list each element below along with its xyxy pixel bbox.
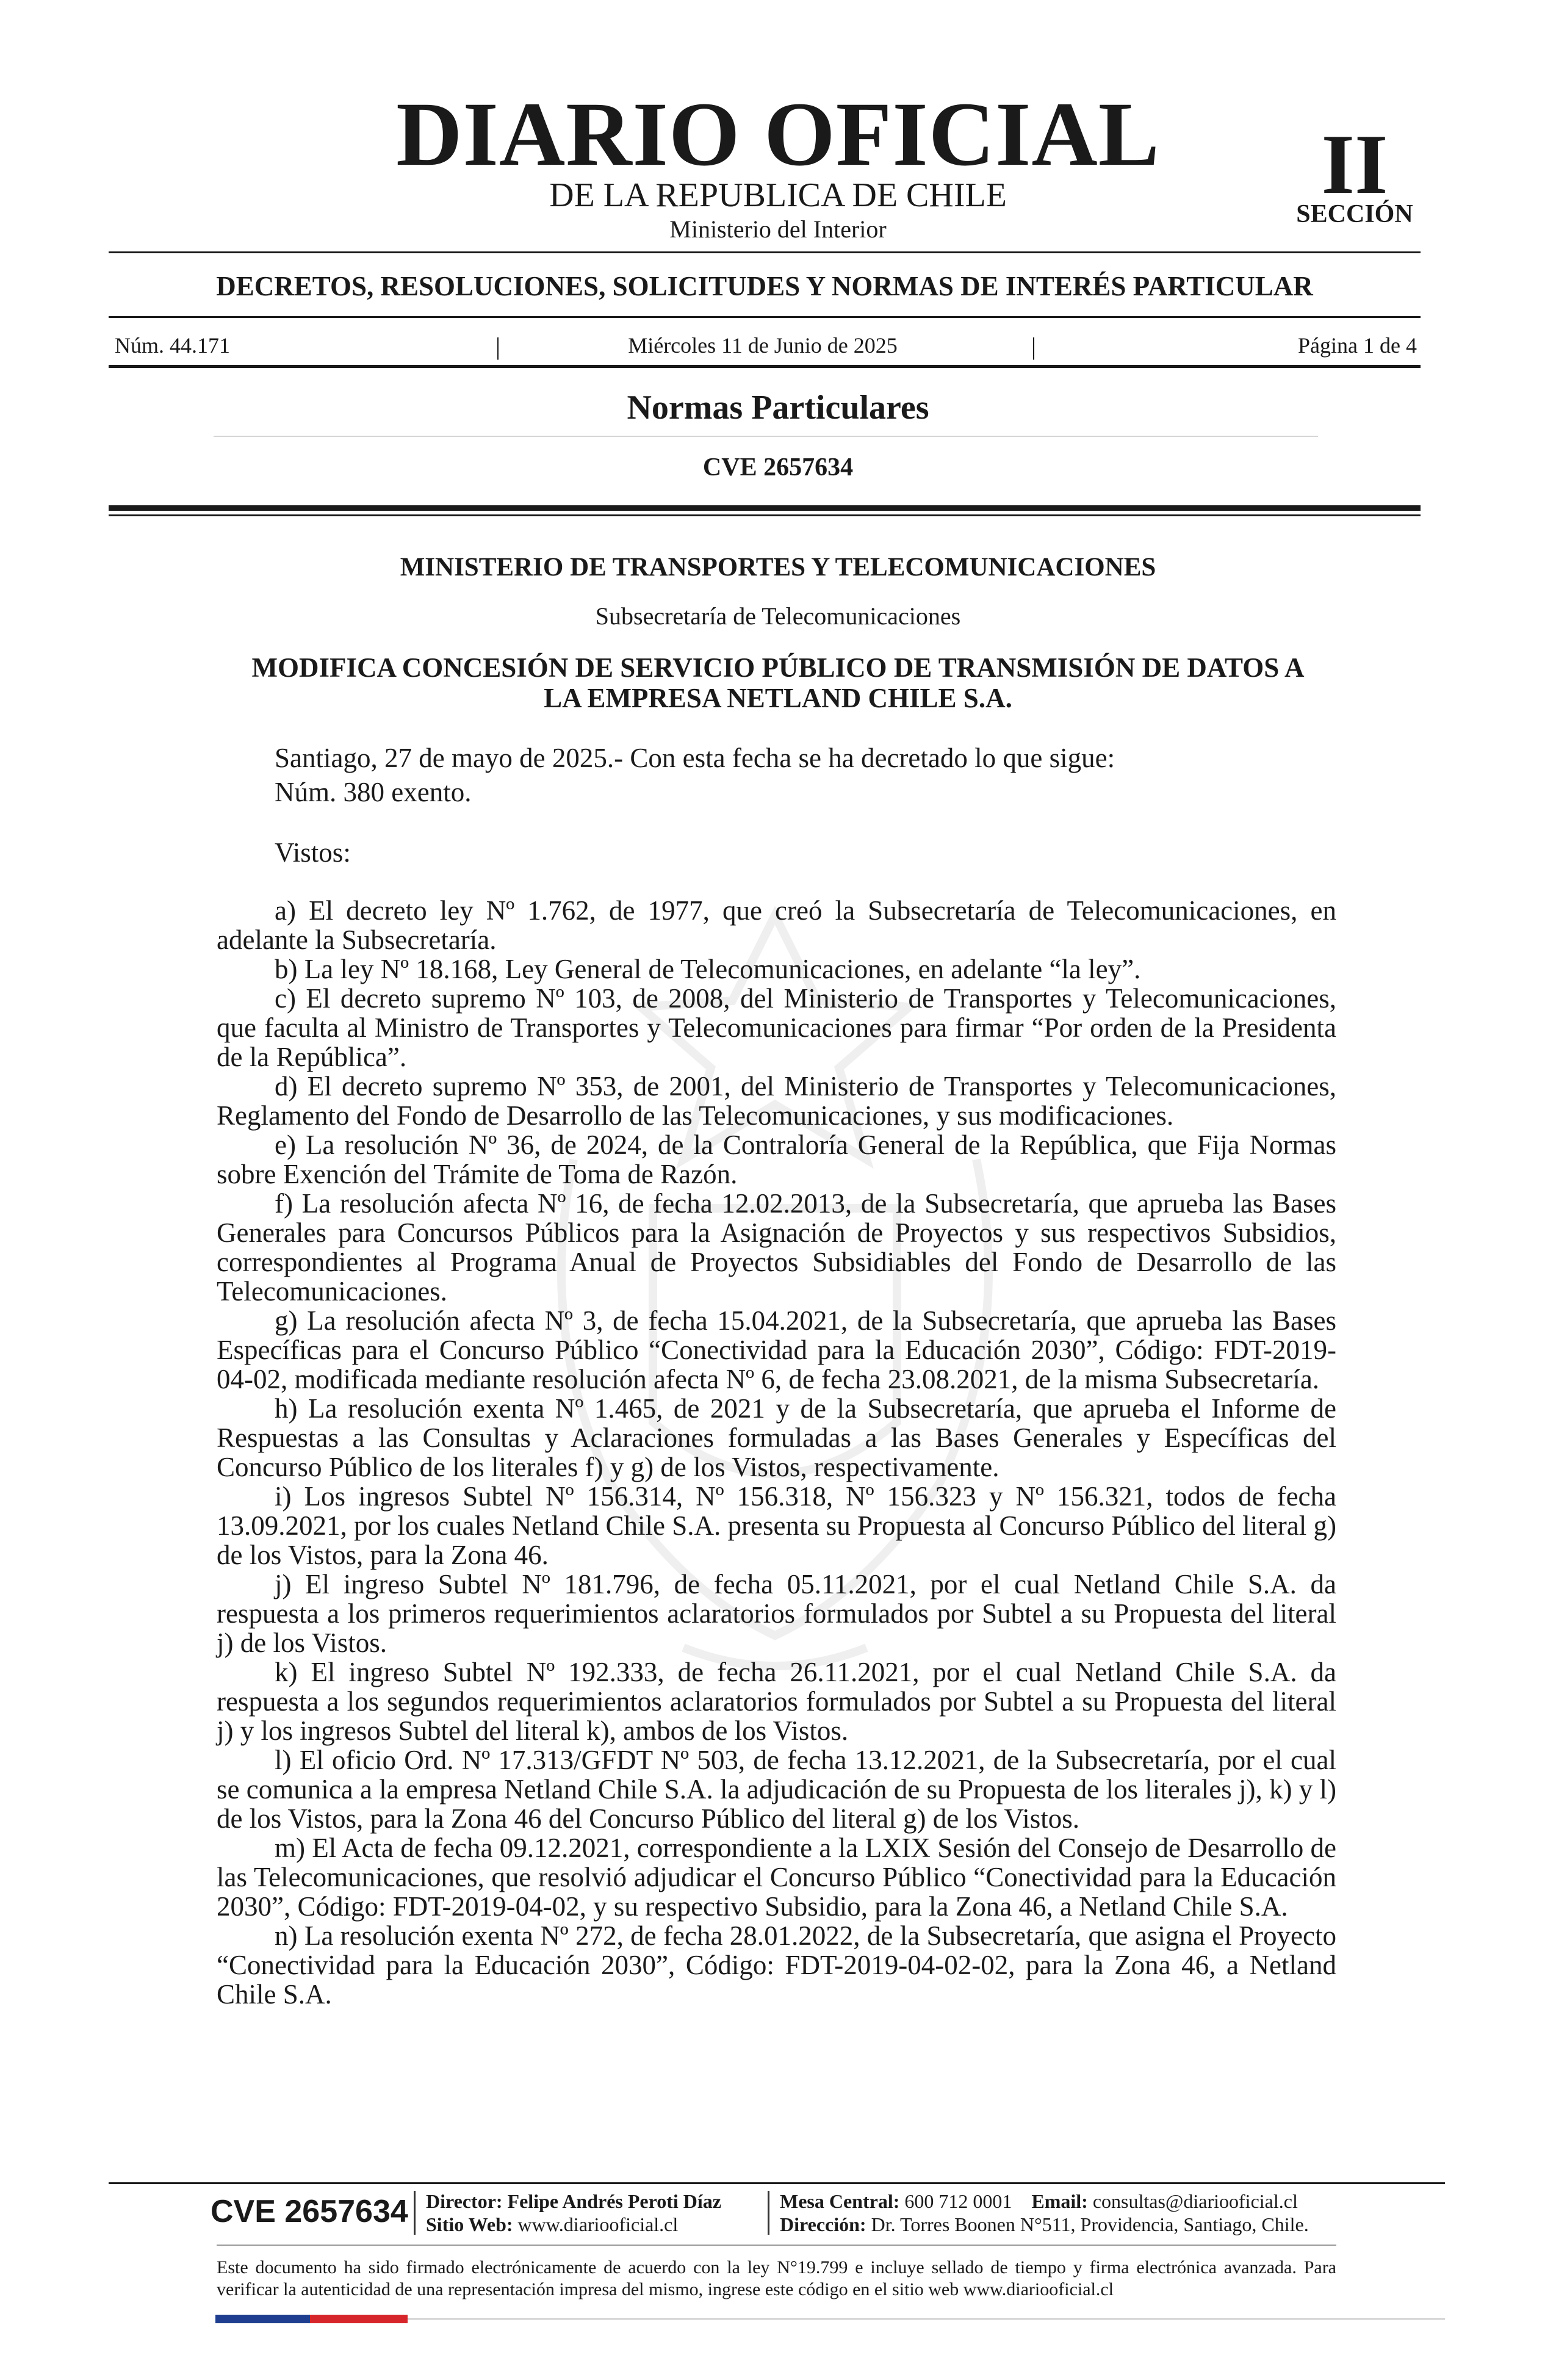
vistos-item: e) La resolución Nº 36, de 2024, de la Contraloría General de la República, que Fija Normas sobre Exención del Trámite de Toma de Razón. (217, 1130, 1336, 1189)
info-separator: | (495, 333, 501, 360)
vistos-item: i) Los ingresos Subtel Nº 156.314, Nº 156.318, Nº 156.323 y Nº 156.321, todos de fecha 13.09.2021, por los cuales Netland Chile S.A. presenta su Propuesta al Concurso Público del literal g) de los Vistos, para la Zona 46. (217, 1481, 1336, 1570)
newspaper-ministry: Ministerio del Interior (669, 215, 887, 243)
cve-rule-top (109, 505, 1421, 511)
section-heading: Normas Particulares (627, 389, 929, 427)
info-separator: | (1031, 333, 1037, 360)
vistos-item: j) El ingreso Subtel Nº 181.796, de fecha 05.11.2021, por el cual Netland Chile S.A. da respuesta a los primeros requerimientos aclaratorios formulados por Subtel a su Propuesta del literal j) de los Vistos. (217, 1569, 1336, 1658)
vistos-item: g) La resolución afecta Nº 3, de fecha 15.04.2021, de la Subsecretaría, que aprueba las Bases Específicas para el Concurso Público “Conectividad para la Educación 2030”, Código: FDT-2019-04-02, modificada mediante resolución afecta Nº 6, de fecha 23.08.2021, de la misma Subsecretaría. (217, 1305, 1336, 1394)
vistos-item: c) El decreto supremo Nº 103, de 2008, del Ministerio de Transportes y Telecomunicaciones, que faculta al Ministro de Transportes y Telecomunicaciones para firmar “Por orden de la Presidenta de la República”. (217, 983, 1336, 1072)
issue-date: Miércoles 11 de Junio de 2025 (628, 333, 898, 358)
address-value: Dr. Torres Boonen N°511, Providencia, Santiago, Chile. (871, 2213, 1309, 2235)
document-title (183, 653, 1373, 713)
address-label: Dirección: (780, 2213, 866, 2235)
document-intro: Santiago, 27 de mayo de 2025.- Con esta fecha se ha decretado lo que sigue: (275, 743, 1115, 773)
flag-stripe-red (310, 2315, 408, 2323)
email-label: Email: (1031, 2190, 1088, 2212)
footer-contact-block (780, 2190, 1309, 2236)
director-label: Director: (426, 2190, 503, 2212)
footer-director-block (426, 2190, 721, 2236)
section-label: SECCIÓN (1296, 200, 1413, 228)
page-indicator: Página 1 de 4 (1298, 333, 1417, 358)
phone-value: 600 712 0001 (904, 2190, 1012, 2212)
cve-rule-bottom (109, 514, 1421, 516)
newspaper-subtitle: DE LA REPUBLICA DE CHILE (549, 176, 1007, 214)
document-ministry: MINISTERIO DE TRANSPORTES Y TELECOMUNICACIONES (400, 553, 1156, 582)
vistos-item: l) El oficio Ord. Nº 17.313/GFDT Nº 503, de fecha 13.12.2021, de la Subsecretaría, por el cual se comunica a la empresa Netland Chile S.A. la adjudicación de su Propuesta de los literales j), k) y l) de los Vistos, para la Zona 46 del Concurso Público del literal g) de los Vistos. (217, 1745, 1336, 1834)
footer-note-rule (217, 2245, 1336, 2246)
document-title-line: LA EMPRESA NETLAND CHILE S.A. (544, 682, 1012, 713)
footer-rule (109, 2182, 1445, 2184)
section-number: II (1321, 117, 1388, 212)
website-label: Sitio Web: (426, 2213, 513, 2235)
director-name: Felipe Andrés Peroti Díaz (507, 2190, 721, 2212)
vistos-item: n) La resolución exenta Nº 272, de fecha 28.01.2022, de la Subsecretaría, que asigna el Proyecto “Conectividad para la Educación 2030”, Código: FDT-2019-04-02-02, para la Zona 46, a Netland Chile S.A. (217, 1920, 1336, 2010)
document-title-line: MODIFICA CONCESIÓN DE SERVICIO PÚBLICO DE TRANSMISIÓN DE DATOS A (251, 652, 1305, 683)
issue-number: Núm. 44.171 (115, 333, 230, 358)
vistos-heading: Vistos: (275, 837, 351, 868)
footer-signature-note: Este documento ha sido firmado electrónicamente de acuerdo con la ley N°19.799 e incluye sellado de tiempo y firma electrónica avanzada. Para verificar la autenticidad de una representación impresa del mismo, ingrese este código en el sitio web www.diariooficial.cl (217, 2257, 1336, 2299)
vistos-item: h) La resolución exenta Nº 1.465, de 2021 y de la Subsecretaría, que aprueba el Informe de Respuestas a las Consultas y Aclaraciones formuladas a las Bases Generales y Específicas del Concurso Público de los literales f) y g) de los Vistos, respectivamente. (217, 1393, 1336, 1482)
footer-bottom-rule (408, 2318, 1445, 2320)
vistos-item: d) El decreto supremo Nº 353, de 2001, del Ministerio de Transportes y Telecomunicaciones, Reglamento del Fondo de Desarrollo de las Telecomunicaciones, y sus modificaciones. (217, 1071, 1336, 1131)
heading-divider (214, 436, 1318, 437)
vistos-item: k) El ingreso Subtel Nº 192.333, de fecha 26.11.2021, por el cual Netland Chile S.A. da respuesta a los segundos requerimientos aclaratorios formulados por Subtel a su Propuesta del literal j) y los ingresos Subtel del literal k), ambos de los Vistos. (217, 1657, 1336, 1746)
decree-number: Núm. 380 exento. (275, 777, 472, 807)
newspaper-title: DIARIO OFICIAL (396, 84, 1160, 185)
footer-separator (768, 2191, 769, 2235)
vistos-list (217, 896, 1336, 2009)
footer-cve-code: CVE 2657634 (211, 2194, 408, 2229)
flag-stripe-blue (215, 2315, 310, 2323)
document-subsecretaria: Subsecretaría de Telecomunicaciones (595, 602, 961, 630)
vistos-item: b) La ley Nº 18.168, Ley General de Telecomunicaciones, en adelante “la ley”. (275, 954, 1141, 984)
website-link[interactable]: www.diariooficial.cl (517, 2213, 679, 2235)
masthead-rule (109, 251, 1421, 253)
section-banner: DECRETOS, RESOLUCIONES, SOLICITUDES Y NORMAS DE INTERÉS PARTICULAR (216, 271, 1313, 301)
banner-rule (109, 316, 1421, 318)
vistos-item: m) El Acta de fecha 09.12.2021, correspondiente a la LXIX Sesión del Consejo de Desarrollo de las Telecomunicaciones, que resolvió adjudicar el Concurso Público “Conectividad para la Educación 2030”, Código: FDT-2019-04-02, y su respectivo Subsidio, para la Zona 46, a Netland Chile S.A. (217, 1833, 1336, 1922)
phone-label: Mesa Central: (780, 2190, 900, 2212)
vistos-item: f) La resolución afecta Nº 16, de fecha 12.02.2013, de la Subsecretaría, que aprueba las Bases Generales para Concursos Públicos para la Asignación de Proyectos y sus respectivos Subsidios, correspondientes al Programa Anual de Proyectos Subsidiables del Fondo de Desarrollo de las Telecomunicaciones. (217, 1188, 1336, 1307)
email-link[interactable]: consultas@diariooficial.cl (1092, 2190, 1298, 2212)
footer-separator (414, 2191, 416, 2235)
vistos-item: a) El decreto ley Nº 1.762, de 1977, que creó la Subsecretaría de Telecomunicaciones, en adelante la Subsecretaría. (217, 895, 1336, 955)
info-rule (109, 365, 1421, 368)
cve-code: CVE 2657634 (702, 453, 854, 481)
